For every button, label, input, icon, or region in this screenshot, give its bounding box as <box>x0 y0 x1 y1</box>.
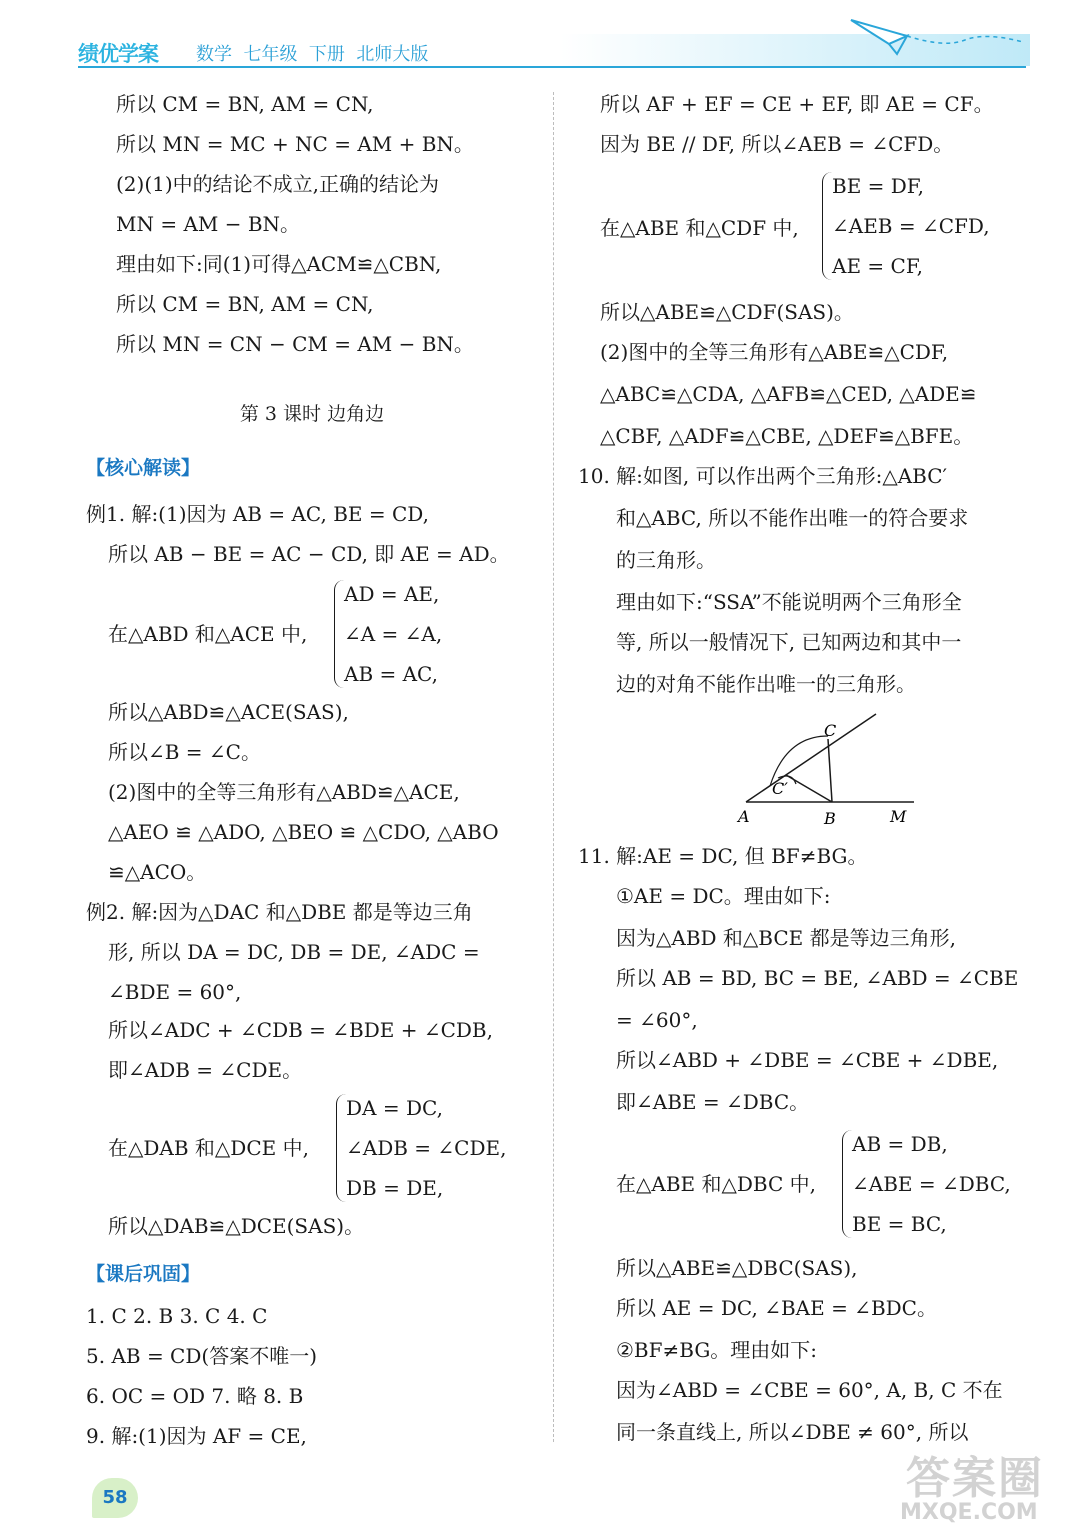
left-text-line: 例1. 解:(1)因为 AB = AC, BE = CD, <box>86 502 429 526</box>
equation-line: BE = DF, <box>832 174 924 198</box>
right-text-line: = ∠60°, <box>616 1008 698 1032</box>
left-text-line: 6. OC = OD 7. 略 8. B <box>86 1384 304 1408</box>
right-text-line: △CBF, △ADF≌△CBE, △DEF≌△BFE。 <box>600 424 974 448</box>
column-divider <box>553 92 554 1442</box>
left-text-line: 所以△DAB≌△DCE(SAS)。 <box>108 1214 365 1238</box>
page-header <box>0 0 1079 80</box>
header-rule <box>78 66 1026 68</box>
right-text-line: 理由如下:“SSA”不能说明两个三角形全 <box>616 590 962 614</box>
left-text-line: △AEO ≌ △ADO, △BEO ≌ △CDO, △ABO <box>108 820 499 844</box>
right-text-line: 边的对角不能作出唯一的三角形。 <box>616 672 916 696</box>
left-text-line: (2)图中的全等三角形有△ABD≌△ACE, <box>108 780 460 804</box>
right-text-line: 所以 AB = BD, BC = BE, ∠ABD = ∠CBE <box>616 966 1019 990</box>
right-text-line: 因为 BE // DF, 所以∠AEB = ∠CFD。 <box>600 132 954 156</box>
equation-line: ∠A = ∠A, <box>344 622 443 646</box>
section-header: 【核心解读】 <box>86 457 201 479</box>
equation-line: ∠ADB = ∠CDE, <box>346 1136 507 1160</box>
left-text-line: 所以 MN = CN − CM = AM − BN。 <box>116 332 474 356</box>
lesson-title: 第 3 课时 边角边 <box>239 403 385 425</box>
left-text-line: ∠BDE = 60°, <box>108 980 242 1004</box>
right-text-line: 所以 AF + EF = CE + EF, 即 AE = CF。 <box>600 92 994 116</box>
left-text-line: ≌△ACO。 <box>108 860 207 884</box>
right-text-line: 所以△ABE≌△CDF(SAS)。 <box>600 300 854 324</box>
equation-line: DB = DE, <box>346 1176 444 1200</box>
left-text-line: 理由如下:同(1)可得△ACM≌△CBN, <box>116 252 442 276</box>
left-text-line: 5. AB = CD(答案不唯一) <box>86 1344 317 1368</box>
right-text-line: ②BF≠BG。理由如下: <box>616 1338 818 1362</box>
watermark-logo: 答案圈 <box>906 1453 1044 1504</box>
equation-line: DA = DC, <box>346 1096 443 1120</box>
equation-line: BE = BC, <box>852 1212 947 1236</box>
right-text-line: 因为∠ABD = ∠CBE = 60°, A, B, C 不在 <box>616 1378 1003 1402</box>
equation-line: ∠ABE = ∠DBC, <box>852 1172 1011 1196</box>
left-text-line: 9. 解:(1)因为 AF = CE, <box>86 1424 307 1448</box>
left-text-line: 所以△ABD≌△ACE(SAS), <box>108 700 349 724</box>
right-text-line: 同一条直线上, 所以∠DBE ≠ 60°, 所以 <box>616 1420 969 1444</box>
geometry-figure <box>740 706 920 831</box>
point-c-label: C <box>824 721 837 740</box>
right-text-line: 10. 解:如图, 可以作出两个三角形:△ABC′ <box>578 464 948 488</box>
left-text-line: (2)(1)中的结论不成立,正确的结论为 <box>116 172 440 196</box>
right-text-line: 和△ABC, 所以不能作出唯一的符合要求 <box>616 506 969 530</box>
watermark-url: MXQE.COM <box>900 1500 1038 1525</box>
right-text-line: 在△ABE 和△CDF 中, <box>600 216 799 240</box>
equation-line: AB = DB, <box>852 1132 948 1156</box>
point-c-prime-label: C′ <box>772 779 788 798</box>
left-text-line: 所以 MN = MC + NC = AM + BN。 <box>116 132 474 156</box>
left-text-line: 形, 所以 DA = DC, DB = DE, ∠ADC = <box>108 940 480 964</box>
left-text-line: 例2. 解:因为△DAC 和△DBE 都是等边三角 <box>86 900 473 924</box>
equation-line: ∠AEB = ∠CFD, <box>832 214 990 238</box>
left-text-line: 即∠ADB = ∠CDE。 <box>108 1058 303 1082</box>
right-text-line: 所以 AE = DC, ∠BAE = ∠BDC。 <box>616 1296 937 1320</box>
left-text-line: MN = AM − BN。 <box>116 212 301 236</box>
right-text-line: 所以∠ABD + ∠DBE = ∠CBE + ∠DBE, <box>616 1048 999 1072</box>
left-text-line: 1. C 2. B 3. C 4. C <box>86 1304 268 1328</box>
equation-line: AE = CF, <box>832 254 923 278</box>
right-text-line: 在△ABE 和△DBC 中, <box>616 1172 816 1196</box>
right-text-line: △ABC≌△CDA, △AFB≌△CED, △ADE≌ <box>600 382 977 406</box>
paper-plane-icon <box>845 14 1025 66</box>
right-text-line: 即∠ABE = ∠DBC。 <box>616 1090 810 1114</box>
point-a-label: A <box>738 807 750 826</box>
left-text-line: 所以 AB − BE = AC − CD, 即 AE = AD。 <box>108 542 510 566</box>
right-text-line: 等, 所以一般情况下, 已知两边和其中一 <box>616 630 962 654</box>
right-text-line: 因为△ABD 和△BCE 都是等边三角形, <box>616 926 956 950</box>
point-m-label: M <box>890 807 907 826</box>
right-text-line: 所以△ABE≌△DBC(SAS), <box>616 1256 858 1280</box>
left-text-line: 所以 CM = BN, AM = CN, <box>116 92 374 116</box>
left-text-line: 在△DAB 和△DCE 中, <box>108 1136 309 1160</box>
brand-logo: 绩优学案 <box>78 42 158 66</box>
right-text-line: ①AE = DC。理由如下: <box>616 884 831 908</box>
left-text-line: 所以∠ADC + ∠CDB = ∠BDE + ∠CDB, <box>108 1018 493 1042</box>
section-header: 【课后巩固】 <box>86 1263 201 1285</box>
page-number: 58 <box>92 1478 138 1518</box>
point-b-label: B <box>824 809 836 828</box>
equation-line: AD = AE, <box>344 582 440 606</box>
right-text-line: 的三角形。 <box>616 548 716 572</box>
right-text-line: (2)图中的全等三角形有△ABE≌△CDF, <box>600 340 949 364</box>
book-subject: 数学 七年级 下册 北师大版 <box>196 44 429 65</box>
equation-line: AB = AC, <box>344 662 439 686</box>
left-text-line: 所以 CM = BN, AM = CN, <box>116 292 374 316</box>
left-text-line: 在△ABD 和△ACE 中, <box>108 622 308 646</box>
left-text-line: 所以∠B = ∠C。 <box>108 740 261 764</box>
watermark <box>900 1442 1070 1532</box>
right-text-line: 11. 解:AE = DC, 但 BF≠BG。 <box>578 844 868 868</box>
